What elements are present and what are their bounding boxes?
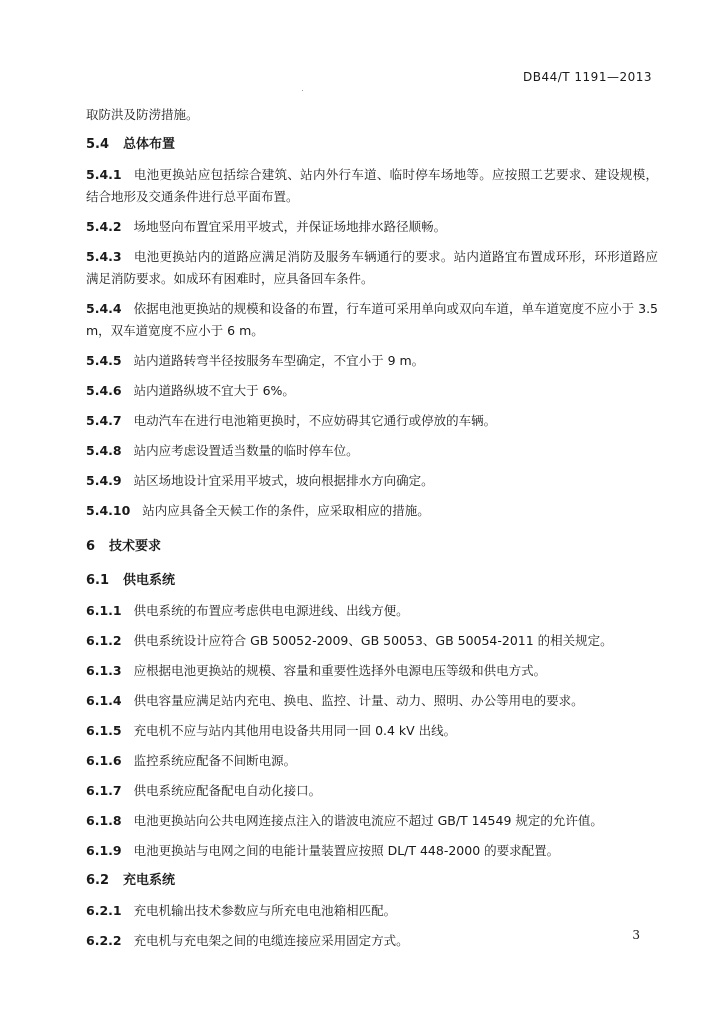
clause [86, 690, 658, 712]
clause-number: 5.4.1 [86, 167, 122, 182]
heading-text: 供电系统 [123, 573, 176, 588]
clause-text: 电池更换站内的道路应满足消防及服务车辆通行的要求。站内道路宜布置成环形，环形道路应满足消防要求。如成环有困难时，应具备回车条件。 [86, 249, 658, 286]
clause-text: 充电机与充电架之间的电缆连接应采用固定方式。 [133, 933, 409, 948]
clause [86, 440, 658, 462]
clause-number: 6.1 [86, 573, 110, 588]
clause-number: 6.2.1 [86, 903, 122, 918]
clause-number: 6.1.8 [86, 813, 122, 828]
clause-text: 站内应具备全天候工作的条件，应采取相应的措施。 [142, 503, 430, 518]
clause-text: 依据电池更换站的规模和设备的布置，行车道可采用单向或双向车道，单车道宽度不应小于 3.5 m，双车道宽度不应小于 6 m。 [86, 301, 658, 338]
clause-text: 电池更换站向公共电网连接点注入的谐波电流应不超过 GB/T 14549 规定的允许值。 [133, 813, 603, 828]
section-heading [86, 134, 658, 156]
page-number: 3 [632, 928, 640, 942]
clause [86, 660, 658, 682]
clause-number: 5.4.5 [86, 353, 122, 368]
clause [86, 380, 658, 402]
clause-text: 站内应考虑设置适当数量的临时停车位。 [133, 443, 359, 458]
clause-number: 6.2 [86, 873, 110, 888]
clause [86, 810, 658, 832]
clause-text: 供电系统设计应符合 GB 50052-2009、GB 50053、GB 50054-2011 的相关规定。 [133, 633, 613, 648]
heading-text: 总体布置 [123, 137, 176, 152]
clause-text: 供电容量应满足站内充电、换电、监控、计量、动力、照明、办公等用电的要求。 [133, 693, 584, 708]
clause [86, 630, 658, 652]
clause-text: 电池更换站与电网之间的电能计量装置应按照 DL/T 448-2000 的要求配置。 [133, 843, 560, 858]
clause [86, 246, 658, 290]
clause-number: 6.1.5 [86, 723, 122, 738]
section-heading [86, 570, 658, 592]
clause-number: 6.1.9 [86, 843, 122, 858]
clause-number: 6.1.2 [86, 633, 122, 648]
clause-text: 充电机不应与站内其他用电设备共用同一回 0.4 kV 出线。 [133, 723, 457, 738]
clause [86, 840, 658, 862]
clause-number: 6.1.7 [86, 783, 122, 798]
chapter-number: 6 [86, 539, 96, 554]
clause [86, 350, 658, 372]
clause-number: 6.2.2 [86, 933, 122, 948]
section-heading [86, 870, 658, 892]
clause-number: 5.4.10 [86, 503, 131, 518]
clause-text: 充电机输出技术参数应与所充电电池箱相匹配。 [133, 903, 397, 918]
clause-text: 电动汽车在进行电池箱更换时，不应妨碍其它通行或停放的车辆。 [133, 413, 497, 428]
clause [86, 780, 658, 802]
heading-text: 充电系统 [123, 873, 176, 888]
clause-text: 监控系统应配备不间断电源。 [133, 753, 297, 768]
clause-text: 供电系统的布置应考虑供电电源进线、出线方便。 [133, 603, 409, 618]
clause-text: 供电系统应配备配电自动化接口。 [133, 783, 322, 798]
scan-speck [302, 90, 303, 91]
clause-text: 应根据电池更换站的规模、容量和重要性选择外电源电压等级和供电方式。 [133, 663, 547, 678]
clause-text: 站区场地设计宜采用平坡式，坡向根据排水方向确定。 [133, 473, 434, 488]
standard-code: DB44/T 1191—2013 [522, 70, 652, 84]
chapter-heading [86, 536, 658, 558]
clause-number: 5.4.9 [86, 473, 122, 488]
clause [86, 600, 658, 622]
clause-number: 5.4.2 [86, 219, 122, 234]
clause-number: 5.4.6 [86, 383, 122, 398]
clause-number: 5.4.4 [86, 301, 122, 316]
clause [86, 750, 658, 772]
clause-text: 电池更换站应包括综合建筑、站内外行车道、临时停车场地等。应按照工艺要求、建设规模，结合地形及交通条件进行总平面布置。 [86, 167, 658, 204]
clause-text: 站内道路纵坡不宜大于 6%。 [133, 383, 295, 398]
clause-number: 6.1.6 [86, 753, 122, 768]
heading-text: 技术要求 [109, 539, 162, 554]
clause [86, 500, 658, 522]
clause [86, 720, 658, 742]
clause-text: 场地竖向布置宜采用平坡式，并保证场地排水路径顺畅。 [133, 219, 447, 234]
paragraph [86, 104, 658, 126]
clause [86, 900, 658, 922]
clause-number: 5.4 [86, 137, 110, 152]
clause-number: 6.1.3 [86, 663, 122, 678]
clause-text: 站内道路转弯半径按服务车型确定，不宜小于 9 m。 [133, 353, 425, 368]
clause-number: 6.1.1 [86, 603, 122, 618]
clause-number: 5.4.3 [86, 249, 122, 264]
clause [86, 410, 658, 432]
clause [86, 298, 658, 342]
clause [86, 470, 658, 492]
clause-number: 5.4.8 [86, 443, 122, 458]
document-body [86, 104, 658, 960]
clause-number: 5.4.7 [86, 413, 122, 428]
clause [86, 930, 658, 952]
clause-number: 6.1.4 [86, 693, 122, 708]
clause [86, 164, 658, 208]
paragraph-text: 取防洪及防涝措施。 [86, 107, 199, 122]
clause [86, 216, 658, 238]
